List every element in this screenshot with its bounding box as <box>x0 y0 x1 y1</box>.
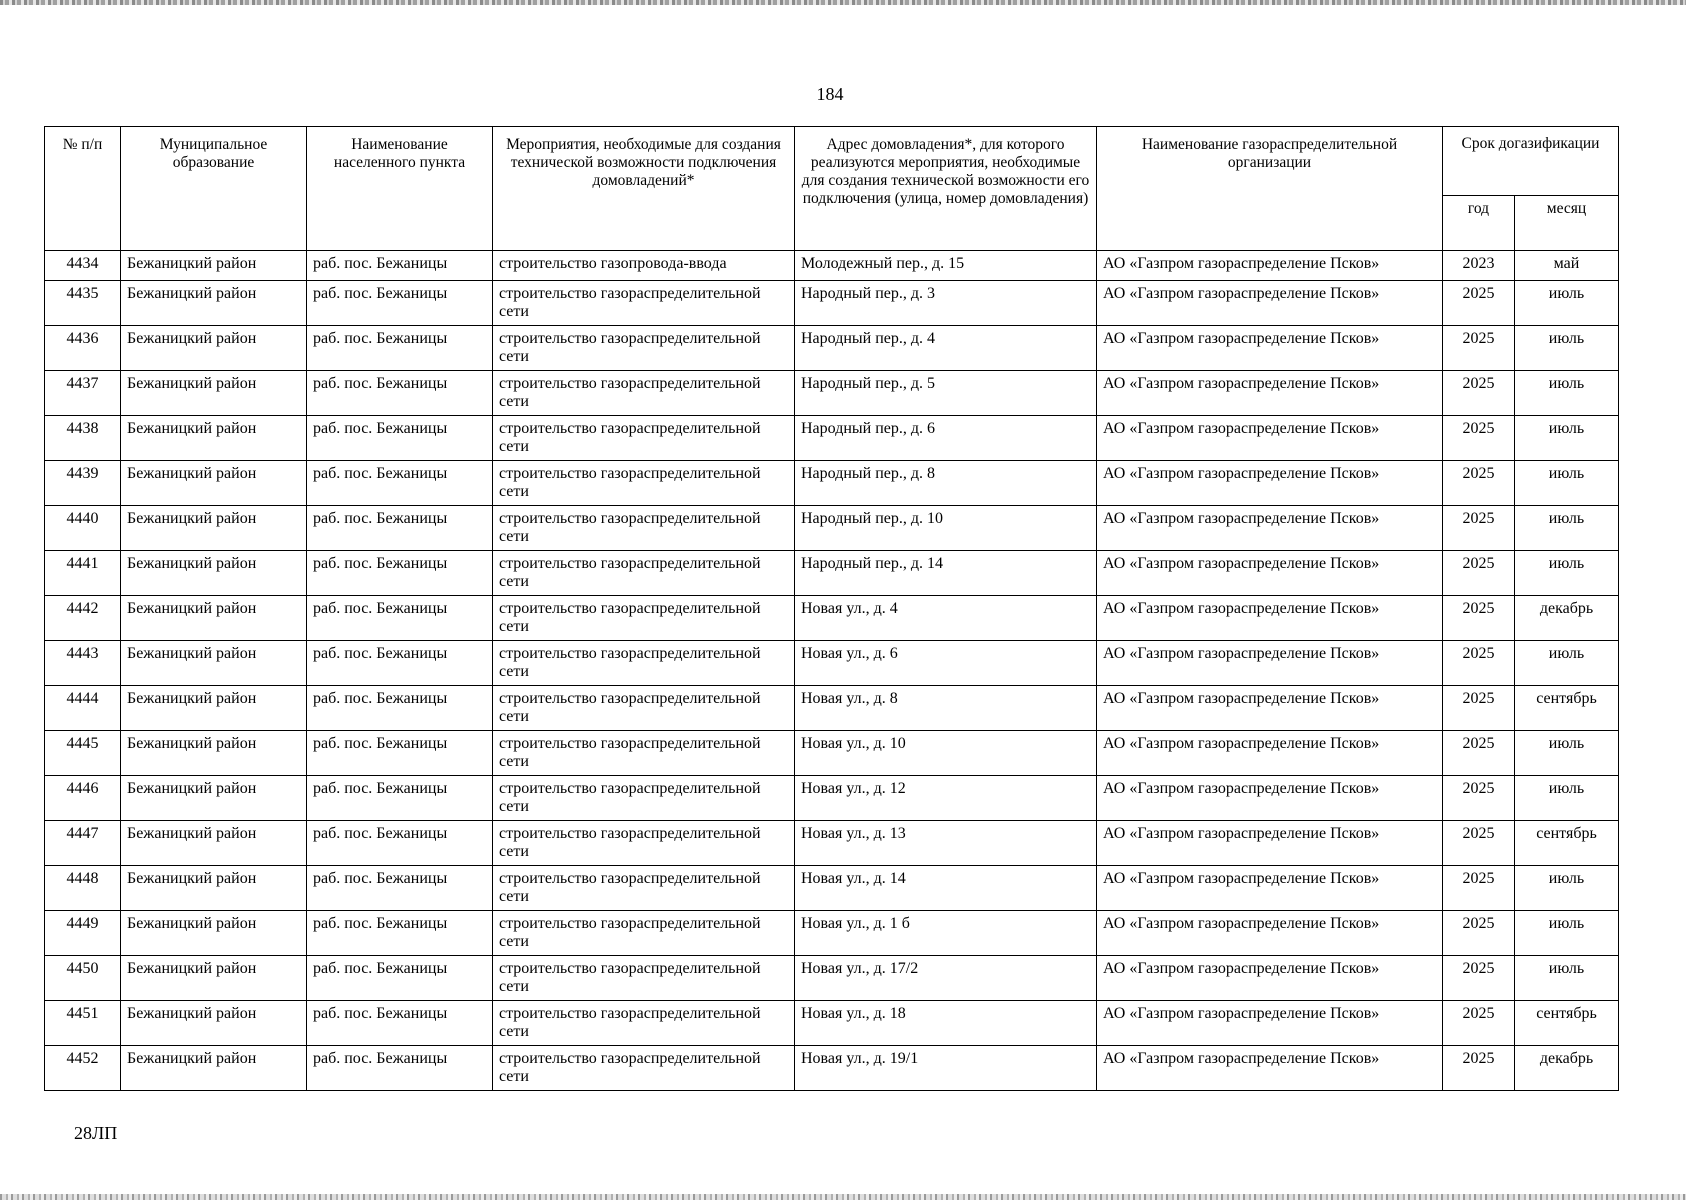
cell-municipality: Бежаницкий район <box>121 731 307 776</box>
cell-year: 2025 <box>1443 686 1515 731</box>
cell-organization: АО «Газпром газораспределение Псков» <box>1097 1001 1443 1046</box>
table-row <box>45 821 1619 866</box>
cell-municipality: Бежаницкий район <box>121 821 307 866</box>
cell-municipality: Бежаницкий район <box>121 416 307 461</box>
table-row <box>45 731 1619 776</box>
cell-organization: АО «Газпром газораспределение Псков» <box>1097 326 1443 371</box>
gasification-table <box>44 126 1619 1091</box>
cell-settlement: раб. пос. Бежаницы <box>307 506 493 551</box>
cell-organization: АО «Газпром газораспределение Псков» <box>1097 641 1443 686</box>
cell-address: Новая ул., д. 13 <box>795 821 1097 866</box>
header-organization: Наименование газораспределительной организации <box>1097 127 1443 251</box>
table-row <box>45 641 1619 686</box>
header-address: Адрес домовладения*, для которого реализуются мероприятия, необходимые для создания технической возможности его подключения (улица, номер домовладения) <box>795 127 1097 251</box>
cell-measure: строительство газораспределительной сети <box>493 1046 795 1091</box>
cell-year: 2025 <box>1443 506 1515 551</box>
cell-month: июль <box>1515 731 1619 776</box>
cell-address: Народный пер., д. 6 <box>795 416 1097 461</box>
table-row <box>45 686 1619 731</box>
table-row <box>45 371 1619 416</box>
cell-month: сентябрь <box>1515 821 1619 866</box>
cell-municipality: Бежаницкий район <box>121 251 307 281</box>
cell-municipality: Бежаницкий район <box>121 776 307 821</box>
cell-measure: строительство газораспределительной сети <box>493 596 795 641</box>
cell-num: 4440 <box>45 506 121 551</box>
cell-year: 2025 <box>1443 911 1515 956</box>
cell-municipality: Бежаницкий район <box>121 956 307 1001</box>
cell-month: декабрь <box>1515 596 1619 641</box>
cell-measure: строительство газораспределительной сети <box>493 1001 795 1046</box>
cell-municipality: Бежаницкий район <box>121 866 307 911</box>
cell-year: 2025 <box>1443 641 1515 686</box>
cell-organization: АО «Газпром газораспределение Псков» <box>1097 506 1443 551</box>
cell-municipality: Бежаницкий район <box>121 686 307 731</box>
cell-address: Новая ул., д. 8 <box>795 686 1097 731</box>
page-number: 184 <box>816 84 844 104</box>
cell-address: Народный пер., д. 5 <box>795 371 1097 416</box>
cell-year: 2025 <box>1443 551 1515 596</box>
cell-month: июль <box>1515 911 1619 956</box>
table-row <box>45 416 1619 461</box>
cell-measure: строительство газораспределительной сети <box>493 461 795 506</box>
cell-address: Народный пер., д. 3 <box>795 281 1097 326</box>
cell-municipality: Бежаницкий район <box>121 1001 307 1046</box>
cell-municipality: Бежаницкий район <box>121 461 307 506</box>
header-settlement: Наименование населенного пункта <box>307 127 493 251</box>
cell-num: 4443 <box>45 641 121 686</box>
table-row <box>45 281 1619 326</box>
scan-edge-top <box>0 0 1686 5</box>
cell-measure: строительство газораспределительной сети <box>493 821 795 866</box>
cell-organization: АО «Газпром газораспределение Псков» <box>1097 371 1443 416</box>
cell-organization: АО «Газпром газораспределение Псков» <box>1097 281 1443 326</box>
cell-address: Народный пер., д. 10 <box>795 506 1097 551</box>
cell-year: 2025 <box>1443 956 1515 1001</box>
cell-organization: АО «Газпром газораспределение Псков» <box>1097 911 1443 956</box>
cell-num: 4439 <box>45 461 121 506</box>
cell-month: сентябрь <box>1515 686 1619 731</box>
cell-municipality: Бежаницкий район <box>121 641 307 686</box>
cell-measure: строительство газораспределительной сети <box>493 731 795 776</box>
cell-month: июль <box>1515 776 1619 821</box>
table-row <box>45 1001 1619 1046</box>
cell-settlement: раб. пос. Бежаницы <box>307 1046 493 1091</box>
cell-year: 2025 <box>1443 326 1515 371</box>
cell-num: 4442 <box>45 596 121 641</box>
table-row <box>45 551 1619 596</box>
cell-address: Народный пер., д. 14 <box>795 551 1097 596</box>
cell-num: 4445 <box>45 731 121 776</box>
cell-address: Новая ул., д. 10 <box>795 731 1097 776</box>
cell-num: 4449 <box>45 911 121 956</box>
cell-address: Народный пер., д. 8 <box>795 461 1097 506</box>
table-row <box>45 596 1619 641</box>
cell-organization: АО «Газпром газораспределение Псков» <box>1097 461 1443 506</box>
cell-year: 2025 <box>1443 416 1515 461</box>
cell-organization: АО «Газпром газораспределение Псков» <box>1097 956 1443 1001</box>
cell-settlement: раб. пос. Бежаницы <box>307 956 493 1001</box>
cell-settlement: раб. пос. Бежаницы <box>307 911 493 956</box>
cell-municipality: Бежаницкий район <box>121 371 307 416</box>
cell-address: Новая ул., д. 18 <box>795 1001 1097 1046</box>
cell-measure: строительство газораспределительной сети <box>493 326 795 371</box>
cell-year: 2025 <box>1443 371 1515 416</box>
cell-settlement: раб. пос. Бежаницы <box>307 731 493 776</box>
cell-organization: АО «Газпром газораспределение Псков» <box>1097 251 1443 281</box>
cell-month: декабрь <box>1515 1046 1619 1091</box>
cell-organization: АО «Газпром газораспределение Псков» <box>1097 596 1443 641</box>
cell-settlement: раб. пос. Бежаницы <box>307 281 493 326</box>
cell-year: 2025 <box>1443 1046 1515 1091</box>
cell-month: июль <box>1515 506 1619 551</box>
cell-num: 4437 <box>45 371 121 416</box>
cell-month: июль <box>1515 281 1619 326</box>
cell-settlement: раб. пос. Бежаницы <box>307 1001 493 1046</box>
cell-num: 4444 <box>45 686 121 731</box>
cell-organization: АО «Газпром газораспределение Псков» <box>1097 776 1443 821</box>
cell-month: июль <box>1515 641 1619 686</box>
cell-municipality: Бежаницкий район <box>121 326 307 371</box>
cell-measure: строительство газораспределительной сети <box>493 686 795 731</box>
table-header <box>45 127 1619 251</box>
cell-num: 4447 <box>45 821 121 866</box>
header-municipality: Муниципальное образование <box>121 127 307 251</box>
table-row <box>45 866 1619 911</box>
cell-address: Новая ул., д. 6 <box>795 641 1097 686</box>
cell-address: Новая ул., д. 12 <box>795 776 1097 821</box>
cell-address: Молодежный пер., д. 15 <box>795 251 1097 281</box>
cell-measure: строительство газораспределительной сети <box>493 911 795 956</box>
cell-organization: АО «Газпром газораспределение Псков» <box>1097 551 1443 596</box>
cell-settlement: раб. пос. Бежаницы <box>307 821 493 866</box>
cell-address: Новая ул., д. 17/2 <box>795 956 1097 1001</box>
cell-num: 4436 <box>45 326 121 371</box>
cell-year: 2025 <box>1443 281 1515 326</box>
cell-num: 4435 <box>45 281 121 326</box>
table-row <box>45 956 1619 1001</box>
header-month: месяц <box>1515 195 1619 250</box>
table-row <box>45 461 1619 506</box>
cell-measure: строительство газопровода-ввода <box>493 251 795 281</box>
cell-measure: строительство газораспределительной сети <box>493 416 795 461</box>
cell-municipality: Бежаницкий район <box>121 911 307 956</box>
table-row <box>45 776 1619 821</box>
cell-year: 2025 <box>1443 731 1515 776</box>
cell-year: 2025 <box>1443 461 1515 506</box>
cell-measure: строительство газораспределительной сети <box>493 551 795 596</box>
cell-address: Новая ул., д. 4 <box>795 596 1097 641</box>
cell-measure: строительство газораспределительной сети <box>493 506 795 551</box>
cell-organization: АО «Газпром газораспределение Псков» <box>1097 866 1443 911</box>
cell-month: июль <box>1515 416 1619 461</box>
cell-organization: АО «Газпром газораспределение Псков» <box>1097 1046 1443 1091</box>
cell-measure: строительство газораспределительной сети <box>493 641 795 686</box>
cell-organization: АО «Газпром газораспределение Псков» <box>1097 416 1443 461</box>
cell-settlement: раб. пос. Бежаницы <box>307 461 493 506</box>
cell-year: 2025 <box>1443 1001 1515 1046</box>
table-row <box>45 911 1619 956</box>
cell-month: май <box>1515 251 1619 281</box>
table-row <box>45 326 1619 371</box>
cell-num: 4452 <box>45 1046 121 1091</box>
cell-month: июль <box>1515 551 1619 596</box>
cell-num: 4438 <box>45 416 121 461</box>
scan-edge-bottom <box>0 1194 1686 1200</box>
cell-year: 2025 <box>1443 776 1515 821</box>
cell-municipality: Бежаницкий район <box>121 551 307 596</box>
cell-organization: АО «Газпром газораспределение Псков» <box>1097 821 1443 866</box>
cell-settlement: раб. пос. Бежаницы <box>307 251 493 281</box>
cell-address: Народный пер., д. 4 <box>795 326 1097 371</box>
cell-year: 2023 <box>1443 251 1515 281</box>
cell-settlement: раб. пос. Бежаницы <box>307 776 493 821</box>
cell-year: 2025 <box>1443 596 1515 641</box>
cell-municipality: Бежаницкий район <box>121 1046 307 1091</box>
cell-municipality: Бежаницкий район <box>121 506 307 551</box>
cell-address: Новая ул., д. 19/1 <box>795 1046 1097 1091</box>
table-body <box>45 251 1619 1091</box>
cell-month: июль <box>1515 956 1619 1001</box>
cell-municipality: Бежаницкий район <box>121 596 307 641</box>
cell-settlement: раб. пос. Бежаницы <box>307 326 493 371</box>
cell-settlement: раб. пос. Бежаницы <box>307 416 493 461</box>
cell-settlement: раб. пос. Бежаницы <box>307 641 493 686</box>
cell-measure: строительство газораспределительной сети <box>493 776 795 821</box>
cell-num: 4451 <box>45 1001 121 1046</box>
cell-month: июль <box>1515 866 1619 911</box>
cell-measure: строительство газораспределительной сети <box>493 866 795 911</box>
cell-num: 4450 <box>45 956 121 1001</box>
header-measures: Мероприятия, необходимые для создания технической возможности подключения домовладений* <box>493 127 795 251</box>
cell-num: 4441 <box>45 551 121 596</box>
cell-num: 4434 <box>45 251 121 281</box>
table-row <box>45 506 1619 551</box>
cell-measure: строительство газораспределительной сети <box>493 281 795 326</box>
cell-settlement: раб. пос. Бежаницы <box>307 686 493 731</box>
cell-month: июль <box>1515 461 1619 506</box>
cell-num: 4448 <box>45 866 121 911</box>
cell-settlement: раб. пос. Бежаницы <box>307 371 493 416</box>
cell-address: Новая ул., д. 1 б <box>795 911 1097 956</box>
header-year: год <box>1443 195 1515 250</box>
cell-month: июль <box>1515 371 1619 416</box>
cell-month: июль <box>1515 326 1619 371</box>
cell-year: 2025 <box>1443 866 1515 911</box>
footer-code: 28ЛП <box>74 1123 118 1143</box>
cell-year: 2025 <box>1443 821 1515 866</box>
cell-settlement: раб. пос. Бежаницы <box>307 866 493 911</box>
cell-month: сентябрь <box>1515 1001 1619 1046</box>
cell-organization: АО «Газпром газораспределение Псков» <box>1097 686 1443 731</box>
cell-municipality: Бежаницкий район <box>121 281 307 326</box>
cell-measure: строительство газораспределительной сети <box>493 371 795 416</box>
header-num: № п/п <box>45 127 121 251</box>
table-row <box>45 251 1619 281</box>
cell-address: Новая ул., д. 14 <box>795 866 1097 911</box>
cell-measure: строительство газораспределительной сети <box>493 956 795 1001</box>
cell-num: 4446 <box>45 776 121 821</box>
cell-organization: АО «Газпром газораспределение Псков» <box>1097 731 1443 776</box>
cell-settlement: раб. пос. Бежаницы <box>307 551 493 596</box>
cell-settlement: раб. пос. Бежаницы <box>307 596 493 641</box>
table-row <box>45 1046 1619 1091</box>
header-term: Срок догазификации <box>1443 127 1619 196</box>
